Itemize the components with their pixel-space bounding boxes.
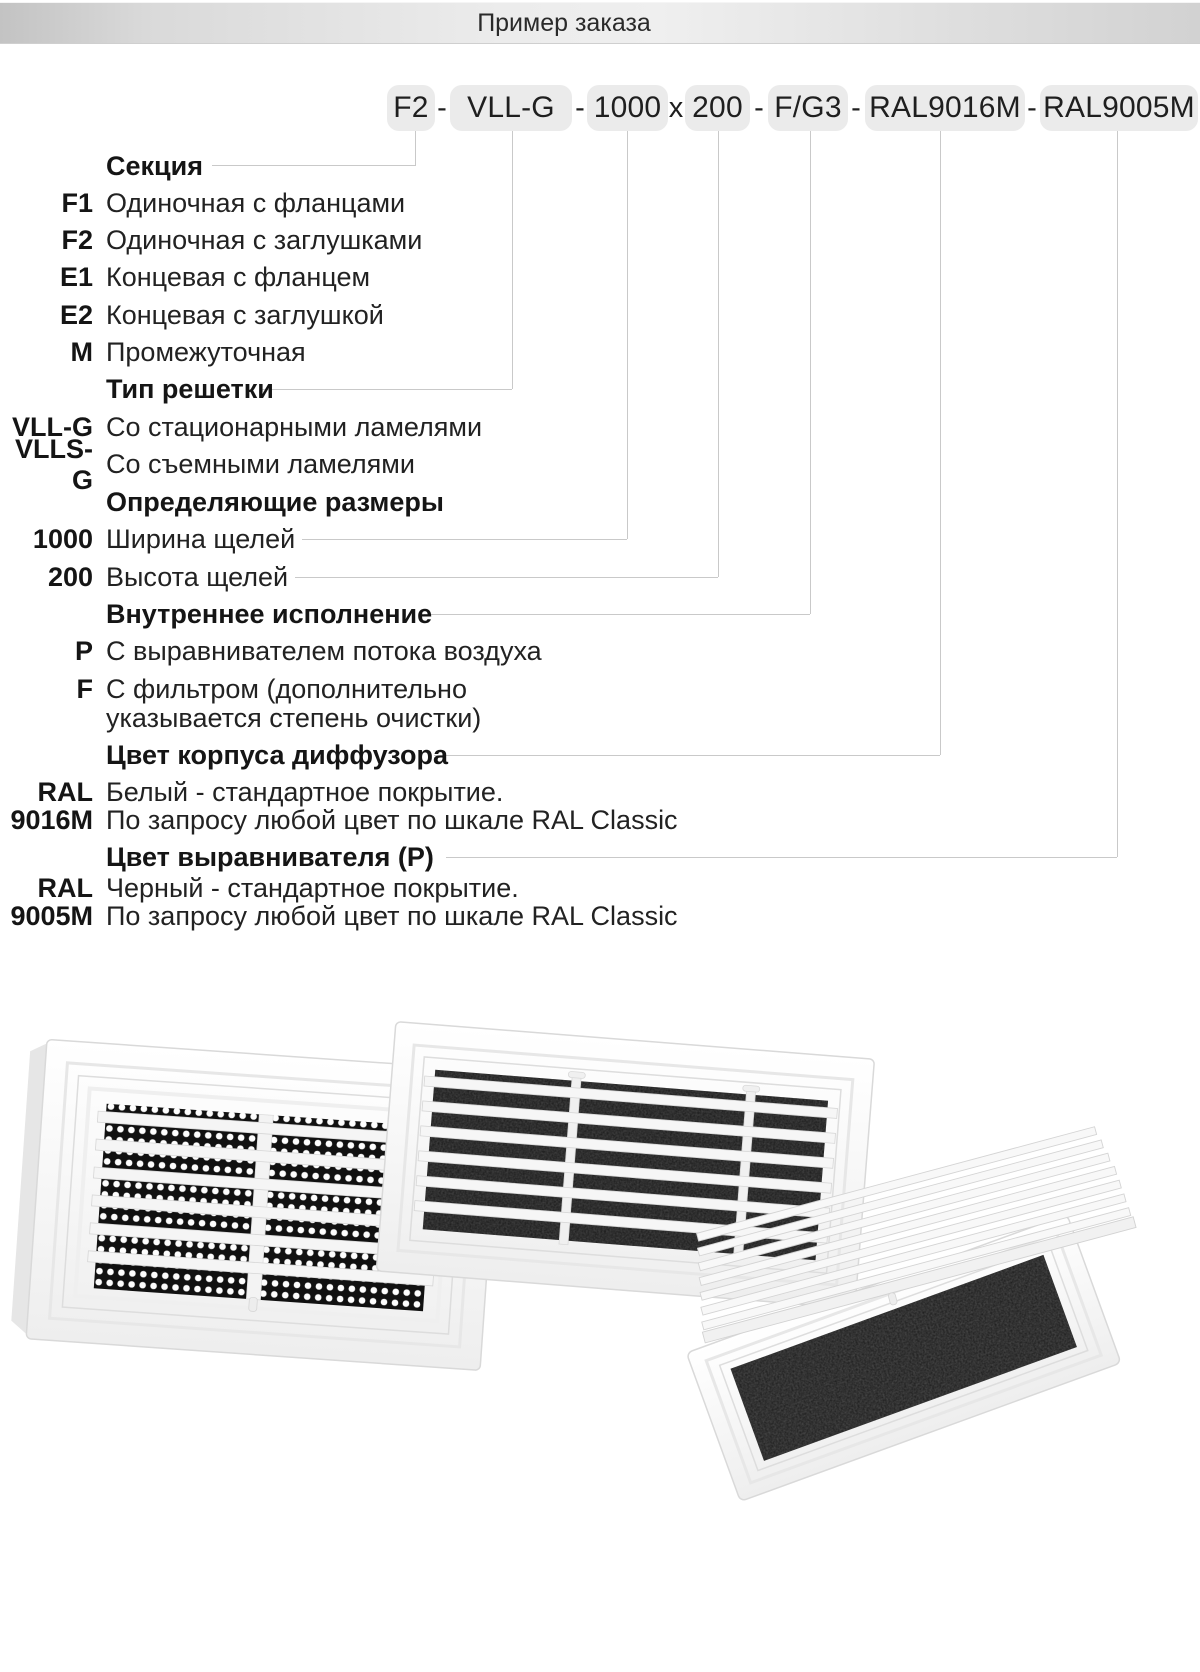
legend-item-text: Белый - стандартное покрытие. По запросу любой цвет по шкале RAL Classic (106, 777, 678, 835)
legend-item-text: Высота щелей (106, 562, 289, 592)
code-separator: x (668, 91, 684, 124)
legend-item-code: RAL 9005M (10, 873, 93, 931)
legend-header-grille-type (0, 371, 274, 408)
legend-item-text: Промежуточная (106, 337, 306, 367)
connector-line (512, 131, 513, 389)
legend-header-section (0, 148, 203, 185)
legend-item-text: Концевая с заглушкой (106, 300, 384, 330)
legend-header-label: Цвет выравнивателя (P) (106, 842, 434, 872)
legend-header-internal (0, 596, 432, 633)
legend-item-code: P (74, 636, 93, 666)
code-separator: - (575, 91, 585, 124)
code-separator: - (437, 91, 447, 124)
connector-line (1117, 131, 1118, 857)
legend-item (0, 185, 405, 222)
legend-item-code: M (70, 337, 93, 367)
legend-item-text: Ширина щелей (106, 524, 296, 554)
legend-item-code: VLLS-G (15, 433, 93, 495)
connector-line (718, 131, 719, 577)
legend-item-text: Одиночная с заглушками (106, 225, 423, 255)
legend-header-label: Определяющие размеры (106, 487, 444, 517)
legend-header-dimensions (0, 484, 444, 521)
legend-item-code: F (76, 674, 93, 704)
legend-header-body-color (0, 737, 448, 774)
code-box-height: 200 (685, 85, 750, 131)
legend-item-code: F1 (61, 188, 93, 218)
legend-header-label: Секция (106, 151, 203, 181)
code-box-width: 1000 (587, 85, 668, 131)
legend-item (0, 559, 288, 596)
code-separator: - (754, 91, 764, 124)
code-box-section: F2 (387, 85, 435, 131)
legend-item (0, 222, 422, 259)
connector-line (627, 131, 628, 539)
legend-header-label: Тип решетки (106, 374, 274, 404)
legend-item-text: Со стационарными ламелями (106, 412, 483, 442)
legend-item (0, 334, 306, 371)
code-box-internal: F/G3 (768, 85, 848, 131)
legend-item-text: Со съемными ламелями (106, 449, 415, 479)
connector-line (415, 131, 416, 166)
legend-item-code: RAL 9016M (10, 777, 93, 835)
legend-item (0, 874, 678, 930)
legend-item (0, 259, 370, 296)
legend-item (0, 633, 542, 670)
code-box-body-color: RAL9016M (865, 85, 1025, 131)
legend-item-code: VLL-G (12, 412, 93, 442)
connector-line (295, 577, 718, 578)
connector-line (434, 755, 940, 756)
legend-header-equalizer-color (0, 839, 434, 876)
legend-item (0, 778, 678, 834)
legend-item-code: E1 (59, 262, 93, 292)
page-title: Пример заказа (477, 9, 651, 37)
code-box-grille-type: VLL-G (450, 85, 572, 131)
connector-line (940, 131, 941, 755)
legend-header-label: Цвет корпуса диффузора (106, 740, 449, 770)
legend-item-code: E2 (59, 300, 93, 330)
legend-header-label: Внутреннее исполнение (106, 599, 433, 629)
code-separator: - (851, 91, 861, 124)
connector-line (810, 131, 811, 614)
connector-line (212, 165, 415, 166)
legend-item-code: 200 (47, 562, 93, 592)
code-separator: - (1027, 91, 1037, 124)
connector-line (302, 539, 627, 540)
legend-item (0, 433, 415, 495)
connector-line (262, 389, 512, 390)
legend-item (0, 675, 481, 733)
legend-item-text: Черный - стандартное покрытие. По запросу любой цвет по шкале RAL Classic (106, 873, 678, 931)
code-box-equalizer-color: RAL9005M (1040, 85, 1198, 131)
legend-item-text: С выравнивателем потока воздуха (106, 636, 542, 666)
legend-item-text: Одиночная с фланцами (106, 188, 406, 218)
legend-item-text: Концевая с фланцем (106, 262, 371, 292)
connector-line (446, 857, 1117, 858)
legend-item (0, 521, 295, 558)
legend-item-code: 1000 (32, 524, 93, 554)
product-photos (0, 980, 1200, 1540)
legend-item-text: С фильтром (дополнительно указывается степень очистки) (106, 674, 482, 733)
legend-item (0, 297, 384, 334)
legend-item-code: F2 (61, 225, 93, 255)
title-bar (0, 2, 1200, 44)
connector-line (424, 614, 810, 615)
